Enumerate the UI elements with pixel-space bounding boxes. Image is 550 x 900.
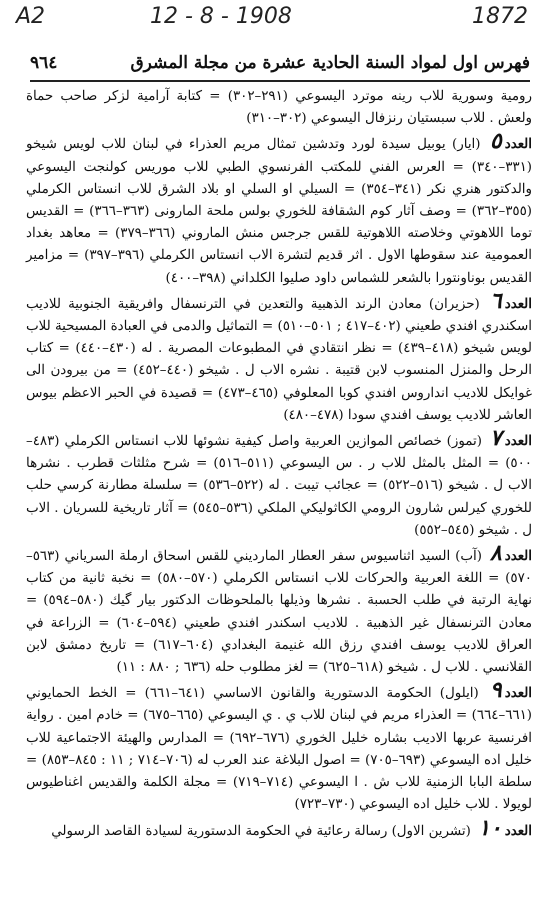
handwritten-number: 1872 bbox=[472, 4, 528, 29]
issue-label: العدد bbox=[504, 822, 532, 839]
index-entry bbox=[26, 287, 533, 427]
handwritten-date: 12 - 8 - 1908 bbox=[150, 4, 292, 29]
index-entry bbox=[26, 814, 532, 843]
entry-text: (حزيران) معادن الرند الذهبية والتعدين في الترنسفال وافريقية الجنوبية للاديب اسكندري افندي طعيني (٤٠٢–٤١٧ ; ٥٠١–٥١٠) = التماثيل والدمى في العبادة المسيحية للاب لويس شيخو (٤١٨–٤٣٩) = نظر انتقادي في المطبوعات المصرية . له (٤٣٠–٤٤٠) = كتاب الرحل والمنزل المنسوب لابن قتيبة . نشره الاب ل . شيخو (٤٤٠–٤٥٢) = من بيرودن الى غوايكل للاديب انداروس افندي كوبا المعلوفي (٤٦٥–٤٧٣) = قصيدة في الحبر الاعظم بيوس العاشر للاديب يوسف افندي سودا (٤٧٨–٤٨٠) bbox=[26, 296, 533, 423]
issue-label: العدد bbox=[504, 548, 532, 565]
entry-text: رومية وسورية للاب رينه موترد اليسوعي (٢٩١–٣٠٢) = كتابة آرامية لزكر صاحب حماة ولعش . للاب سبستيان رنزفال اليسوعي (٣٠٢–٣١٠) bbox=[26, 89, 532, 127]
issue-number: ١٠ bbox=[478, 814, 502, 841]
entry-text: (تموز) خصائص الموازين العربية واصل كيفية نشوئها للاب انستاس الكرملي (٤٨٣–٥٠٠) = المثل بالمثل للاب ر . س اليسوعي (٥١١–٥١٦) = شرح مثلثات قطرب . نشرها الاب ل . شيخو (٥١٦–٥٢٢) = عجائب تيبت . له (٥٢٢–٥٣٦) = سلسلة مطارنة كرسي حلب للخوري كيرلس شارون الرومي الكاثوليكي الملكي (٥٣٦–٥٤٥) = آثار تاريخية للسريان . الاب ل . شيخو (٥٤٥–٥٥٢) bbox=[26, 434, 532, 538]
handwritten-code: A2 bbox=[16, 4, 46, 29]
issue-label: العدد bbox=[504, 433, 532, 450]
issue-label: العدد bbox=[504, 295, 532, 312]
index-entry bbox=[26, 542, 532, 679]
issue-label: العدد bbox=[504, 685, 533, 702]
index-entry bbox=[26, 130, 532, 289]
page-header bbox=[30, 46, 530, 82]
index-entry bbox=[26, 427, 532, 542]
page-number: ٩٦٤ bbox=[30, 53, 58, 73]
issue-number: ٦ bbox=[489, 287, 502, 314]
issue-number: ٧ bbox=[489, 425, 502, 452]
issue-number: ٩ bbox=[489, 677, 502, 704]
issue-number: ٨ bbox=[489, 540, 502, 567]
entry-text: (تشرين الاول) رسالة رعائية في الحكومة الدستورية لسيادة القاصد الرسولي bbox=[51, 823, 471, 839]
index-entry bbox=[26, 679, 532, 816]
index-body bbox=[26, 86, 532, 892]
issue-number: ٥ bbox=[489, 128, 502, 155]
index-entry bbox=[26, 86, 532, 130]
issue-label: العدد bbox=[504, 136, 532, 153]
page-title: فهرس اول لمواد السنة الحادية عشرة من مجلة المشرق bbox=[130, 53, 530, 73]
entry-text: (آب) السيد اثناسيوس سفر العطار المارديني للقس اسحاق ارملة السرياني (٥٦٣–٥٧٠) = اللغة العربية والحركات للاب انستاس الكرملي (٥٧٠–٥٨٠) = نخبة ثانية من كتاب نهاية الرتبة في طلب الحسبة . نشرها وذيلها بالملحوظات الدكتور بيار گيك (٥٨٠–٥٩٤) = معادن الترنسفال غير الذهبية . للاديب اسكندر افندي طعيني (٥٩٤–٦٠٤) = الزراعة في العراق للاديب يوسف افندي رزق الله غنيمة البغدادي (٦٠٤–٦١٧) = تاريخ دمشق لابن القلانسي . للاب ل . شيخو (٦١٨–٦٢٥) = لغز مطلوب حله (٦٣٦ ; ٨٨٠ : ١١) bbox=[26, 549, 533, 676]
entry-text: (ايار) يوبيل سيدة لورد وتدشين تمثال مريم العذراء في لبنان للاب لويس شيخو (٣٣١–٣٤٠) = العرس الفني للمكتب الفرنسوي الطبي للاب موريس كولنجت اليسوعي والدكتور هنري نكر (٣٤١–٣٥٤) = السيلي او السلي او بلاد الشرق للاب انستاس الكرملي (٣٥٥–٣٦٢) = وصف آثار كوم الشقافة للخوري بولس ملحة المارونى (٣٦٣–٣٦٦) = القديس توما اللاهوتي وخلاصته اللاهوتية للقس جرجس منش الماروني (٣٦٦–٣٧٩) = معاهد بغداد العمومية عند سقوطها الاول . اثر قديم لتشرة الاب انستاس الكرملي (٣٩٦–٣٩٧) = مزامير القديس بوناونتورا بالشعر للشماس داود صليوا الكلداني (٣٩٨–٤٠٠) bbox=[26, 137, 532, 286]
entry-text: (ايلول) الحكومة الدستورية والقانون الاساسي (٦٤١–٦٦١) = الخط الحمايوني (٦٦١–٦٦٤) = العذراء مريم في لبنان للاب ي . ي اليسوعي (٦٦٥–٦٧٥) = خادم امين . رواية افرنسية عربها الاديب بشاره خليل الخوري (٦٧٦–٦٩٢) = المدارس والهيئة الاجتماعية للاب خليل اده اليسوعي (٦٩٣–٧٠٥) = اصول البلاغة عند العرب له (٧٠٦–٧١٤ ; ١١ : ٨٤٥–٨٥٣) = سلطة البابا الزمنية للاب ش . ا اليسوعي (٧١٤–٧١٩) = مجلة الكلمة والقديس اغناطيوس لويولا . للاب خليل اده اليسوعي (٧٣٠–٧٢٣) bbox=[26, 686, 533, 813]
